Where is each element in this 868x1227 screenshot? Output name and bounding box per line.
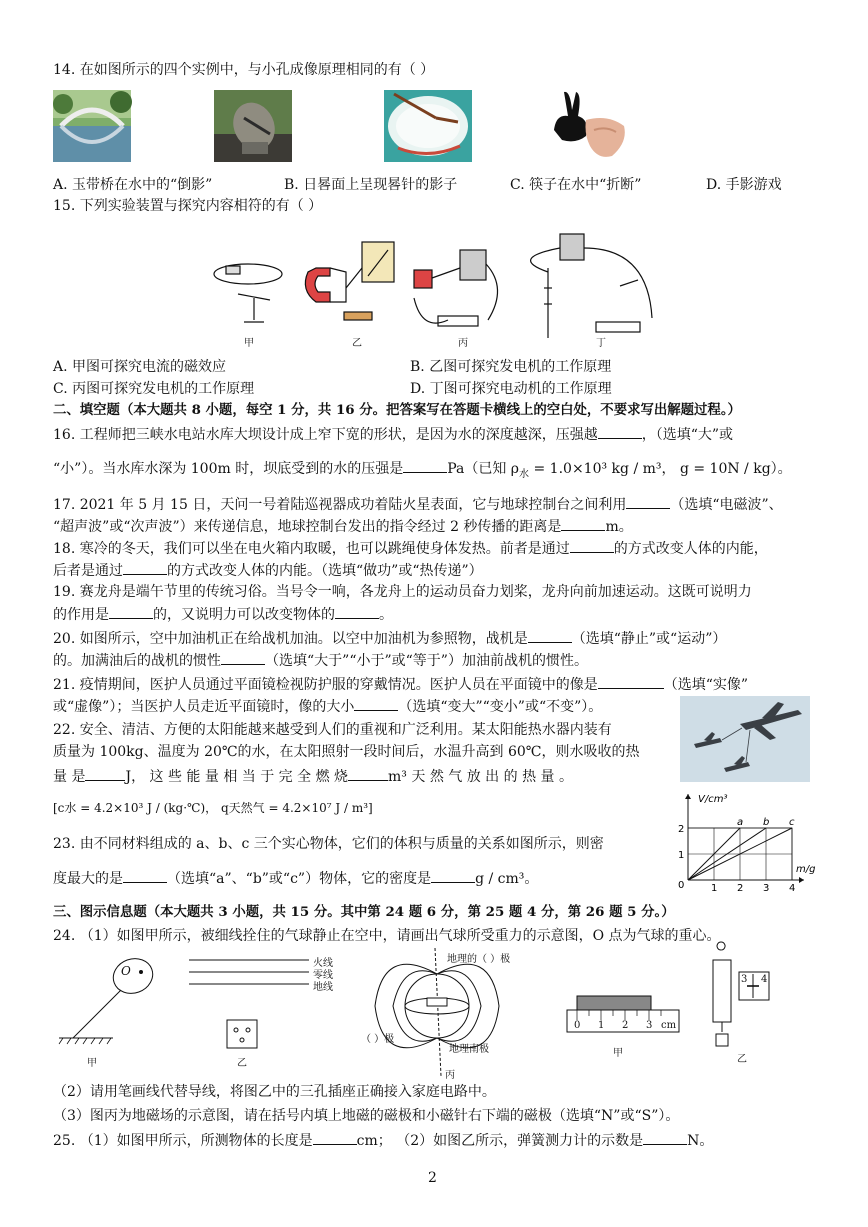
q14-option-d: D. 手影游戏 xyxy=(706,177,782,193)
q23-text: （选填“a”、“b”或“c”）物体，它的密度是 xyxy=(167,871,432,887)
q19-text: 。 xyxy=(379,607,393,623)
q19-text: 的作用是 xyxy=(53,607,109,623)
q24-line-3: （3）图丙为地磁场的示意图，请在括号内填上地磁的磁极和小磁针右下端的磁极（选填“N”或“S”）。 xyxy=(53,1108,680,1124)
scale-num-3: 3 xyxy=(741,974,748,985)
q23-blank-2[interactable] xyxy=(431,868,475,883)
q20-text: 的。加满油后的战机的惯性 xyxy=(53,653,221,669)
q24-line-2: （2）请用笔画线代替导线，将图乙中的三孔插座正确接入家庭电路中。 xyxy=(53,1084,496,1100)
q24-fig-label-jia: 甲 xyxy=(87,1058,97,1069)
q19-text: 的，又说明力可以改变物体的 xyxy=(153,607,335,623)
wire-neutral-label: 零线 xyxy=(313,970,333,981)
q25-text: 25. （1）如图甲所示，所测物体的长度是 xyxy=(53,1133,313,1149)
q14-stem: 14. 在如图所示的四个实例中，与小孔成像原理相同的有（ ） xyxy=(53,62,435,78)
q16-line-2 xyxy=(53,458,828,485)
q23-text: g / cm³。 xyxy=(475,871,539,887)
ruler-unit-label: cm xyxy=(661,1020,677,1031)
y-tick-label: 2 xyxy=(678,824,685,835)
x-tick-label: 1 xyxy=(711,883,718,894)
volume-mass-chart xyxy=(672,788,816,894)
q19-blank-2[interactable] xyxy=(335,604,379,619)
q14-option-b: B. 日晷面上呈现晷针的影子 xyxy=(284,177,458,193)
wire-live-label: 火线 xyxy=(313,958,333,969)
q18-line-2 xyxy=(53,560,828,581)
q20-line-2 xyxy=(53,650,828,671)
scale-num-4: 4 xyxy=(761,974,768,985)
q20-text: （选填“静止”或“运动”） xyxy=(571,631,727,647)
magnet-pole-label: （ ）极 xyxy=(361,1034,395,1045)
q17-text: “超声波”或“次声波”）来传递信息，地球控制台发出的指令经过 2 秒传播的距离是 xyxy=(53,519,562,535)
q22-text: 量 是 xyxy=(53,769,86,785)
q25-text: cm； （2）如图乙所示，弹簧测力计的示数是 xyxy=(356,1133,644,1149)
q23-text: 度最大的是 xyxy=(53,871,123,887)
q18-blank-1[interactable] xyxy=(570,538,614,553)
q23-blank-1[interactable] xyxy=(123,868,167,883)
q20-blank-2[interactable] xyxy=(221,650,265,665)
ruler-tick-3: 3 xyxy=(646,1020,653,1031)
figure-label-ding: 丁 xyxy=(596,338,606,349)
section-3-heading: 三、图示信息题（本大题共 3 小题，共 15 分。其中第 24 题 6 分，第 25 题 4 分，第 26 题 5 分。） xyxy=(53,904,675,920)
q16-text: = 1.0×10³ kg / m³， g = 10N / kg）。 xyxy=(529,461,792,477)
q21-text: 21. 疫情期间，医护人员通过平面镜检视防护服的穿戴情况。医护人员在平面镜中的像是 xyxy=(53,677,598,693)
experiment-apparatus-figure xyxy=(208,228,664,352)
q17-blank-2[interactable] xyxy=(561,516,605,531)
q16-text: Pa（已知 ρ xyxy=(447,461,520,477)
q20-text: （选填“大于”“小于”或“等于”）加油前战机的惯性。 xyxy=(265,653,588,669)
figure-label-jia: 甲 xyxy=(244,338,254,349)
q14-option-c: C. 筷子在水中“折断” xyxy=(510,177,642,193)
q25-fig-label-jia: 甲 xyxy=(613,1048,623,1059)
q21-text: （选填“实像” xyxy=(663,677,749,693)
chart-origin: 0 xyxy=(678,880,685,891)
series-label-b: b xyxy=(763,817,770,828)
q24-q25-figures xyxy=(53,950,793,1081)
figure-label-yi: 乙 xyxy=(352,338,362,349)
q15-option-a: A. 甲图可探究电流的磁效应 xyxy=(53,359,227,375)
x-axis-label: m/g xyxy=(796,864,816,875)
q22-line-2: 质量为 100kg、温度为 20℃的水，在太阳照射一段时间后，水温升高到 60℃，则水吸收的热 xyxy=(53,744,640,760)
q22-line-3 xyxy=(53,766,573,787)
q16-blank-1[interactable] xyxy=(598,424,642,439)
figure-label-bing: 丙 xyxy=(458,338,468,349)
q18-text: 18. 寒冷的冬天，我们可以坐在电火箱内取暖，也可以跳绳使身体发热。前者是通过 xyxy=(53,541,570,557)
q25-line-1 xyxy=(53,1130,828,1151)
q16-line-1 xyxy=(53,424,828,445)
q19-blank-1[interactable] xyxy=(109,604,153,619)
y-axis-arrow xyxy=(685,794,691,799)
q24-fig-label-yi: 乙 xyxy=(237,1058,247,1069)
q16-text: “小”）。当水库水深为 100m 时，坝底受到的水的压强是 xyxy=(53,461,404,477)
q14-option-a: A. 玉带桥在水中的“倒影” xyxy=(53,177,213,193)
page-number: 2 xyxy=(428,1170,437,1186)
q23-line-2 xyxy=(53,868,538,889)
q22-blank-1[interactable] xyxy=(85,766,125,781)
q17-line-1 xyxy=(53,494,828,515)
q21-blank-1[interactable] xyxy=(598,674,664,689)
q24-fig-label-bing: 丙 xyxy=(445,1070,455,1081)
q16-subscript: 水 xyxy=(519,468,530,480)
q24-line-1: 24. （1）如图甲所示，被细线拴住的气球静止在空中，请画出气球所受重力的示意图，O 点为气球的重心。 xyxy=(53,928,721,944)
sundial-photo xyxy=(214,90,292,162)
q18-line-1 xyxy=(53,538,828,559)
y-tick-label: 1 xyxy=(678,850,685,861)
q17-line-2 xyxy=(53,516,828,537)
hand-shadow-photo xyxy=(550,90,630,162)
bridge-reflection-photo xyxy=(53,90,131,162)
q20-blank-1[interactable] xyxy=(528,628,572,643)
ruler-tick-1: 1 xyxy=(598,1020,605,1031)
q22-blank-2[interactable] xyxy=(348,766,388,781)
q17-text: （选填“电磁波”、 xyxy=(670,497,783,513)
y-axis-label: V/cm³ xyxy=(698,794,728,805)
q25-blank-1[interactable] xyxy=(313,1130,357,1145)
ruler-tick-0: 0 xyxy=(574,1020,581,1031)
q15-option-c: C. 丙图可探究发电机的工作原理 xyxy=(53,381,255,397)
x-tick-label: 2 xyxy=(737,883,744,894)
q16-blank-2[interactable] xyxy=(403,458,447,473)
geo-south-label: 地理南极 xyxy=(449,1044,489,1055)
q21-text: 或“虚像”）；当医护人员走近平面镜时，像的大小 xyxy=(53,699,355,715)
q15-option-b: B. 乙图可探究发电机的工作原理 xyxy=(410,359,612,375)
q18-text: 后者是通过 xyxy=(53,563,123,579)
x-axis-arrow xyxy=(799,877,804,883)
q19-line-1: 19. 赛龙舟是端午节里的传统习俗。当号令一响，各龙舟上的运动员奋力划桨，龙舟向前加速运动。这既可说明力 xyxy=(53,584,752,600)
q17-text: m。 xyxy=(605,519,633,535)
x-tick-label: 3 xyxy=(763,883,770,894)
q25-blank-2[interactable] xyxy=(643,1130,687,1145)
q18-text: 的方式改变人体的内能。（选填“做功”或“热传递”） xyxy=(167,563,483,579)
q17-blank-1[interactable] xyxy=(626,494,670,509)
series-label-c: c xyxy=(789,817,795,828)
section-2-heading: 二、填空题（本大题共 8 小题，每空 1 分，共 16 分。把答案写在答题卡横线上的空白处，不要求写出解题过程。） xyxy=(53,402,741,418)
q22-line-1: 22. 安全、清洁、方便的太阳能越来越受到人们的重视和广泛利用。某太阳能热水器内装有 xyxy=(53,722,612,738)
q21-line-1 xyxy=(53,674,828,695)
q17-text: 17. 2021 年 5 月 15 日，天问一号着陆巡视器成功着陆火星表面，它与地球控制台之间利用 xyxy=(53,497,627,513)
q22-text: m³ 天 然 气 放 出 的 热 量 。 xyxy=(388,769,573,785)
wire-ground-label: 地线 xyxy=(313,982,333,993)
q20-text: 20. 如图所示，空中加油机正在给战机加油。以空中加油机为参照物，战机是 xyxy=(53,631,528,647)
aerial-refueling-photo xyxy=(680,696,810,782)
q25-text: N。 xyxy=(687,1133,714,1149)
q19-line-2 xyxy=(53,604,828,625)
chopstick-bowl-photo xyxy=(384,90,472,162)
q18-blank-2[interactable] xyxy=(123,560,167,575)
q18-text: 的方式改变人体的内能， xyxy=(613,541,768,557)
q25-fig-label-yi: 乙 xyxy=(737,1054,747,1065)
q21-text: （选填“变大”“变小”或“不变”）。 xyxy=(398,699,603,715)
q20-line-1 xyxy=(53,628,828,649)
q15-option-d: D. 丁图可探究电动机的工作原理 xyxy=(410,381,612,397)
q21-blank-2[interactable] xyxy=(354,696,398,711)
q15-stem: 15. 下列实验装置与探究内容相符的有（ ） xyxy=(53,198,323,214)
geo-north-label: 地理的（ ）极 xyxy=(447,954,511,965)
ruler-tick-2: 2 xyxy=(622,1020,629,1031)
q16-text: 16. 工程师把三峡水电站水库大坝设计成上窄下宽的形状，是因为水的深度越深，压强越 xyxy=(53,427,598,443)
series-label-a: a xyxy=(737,817,744,828)
q16-text: ，（选填“大”或 xyxy=(641,427,734,443)
q23-line-1: 23. 由不同材料组成的 a、b、c 三个实心物体，它们的体积与质量的关系如图所示，则密 xyxy=(53,836,604,852)
q22-text: J， 这 些 能 量 相 当 于 完 全 燃 烧 xyxy=(125,769,349,785)
x-tick-label: 4 xyxy=(789,883,796,894)
q22-line-4: [c水 = 4.2×10³ J / (kg·℃)， q天然气 = 4.2×10⁷ J / m³] xyxy=(53,801,373,815)
balloon-center-label: O xyxy=(121,964,131,978)
